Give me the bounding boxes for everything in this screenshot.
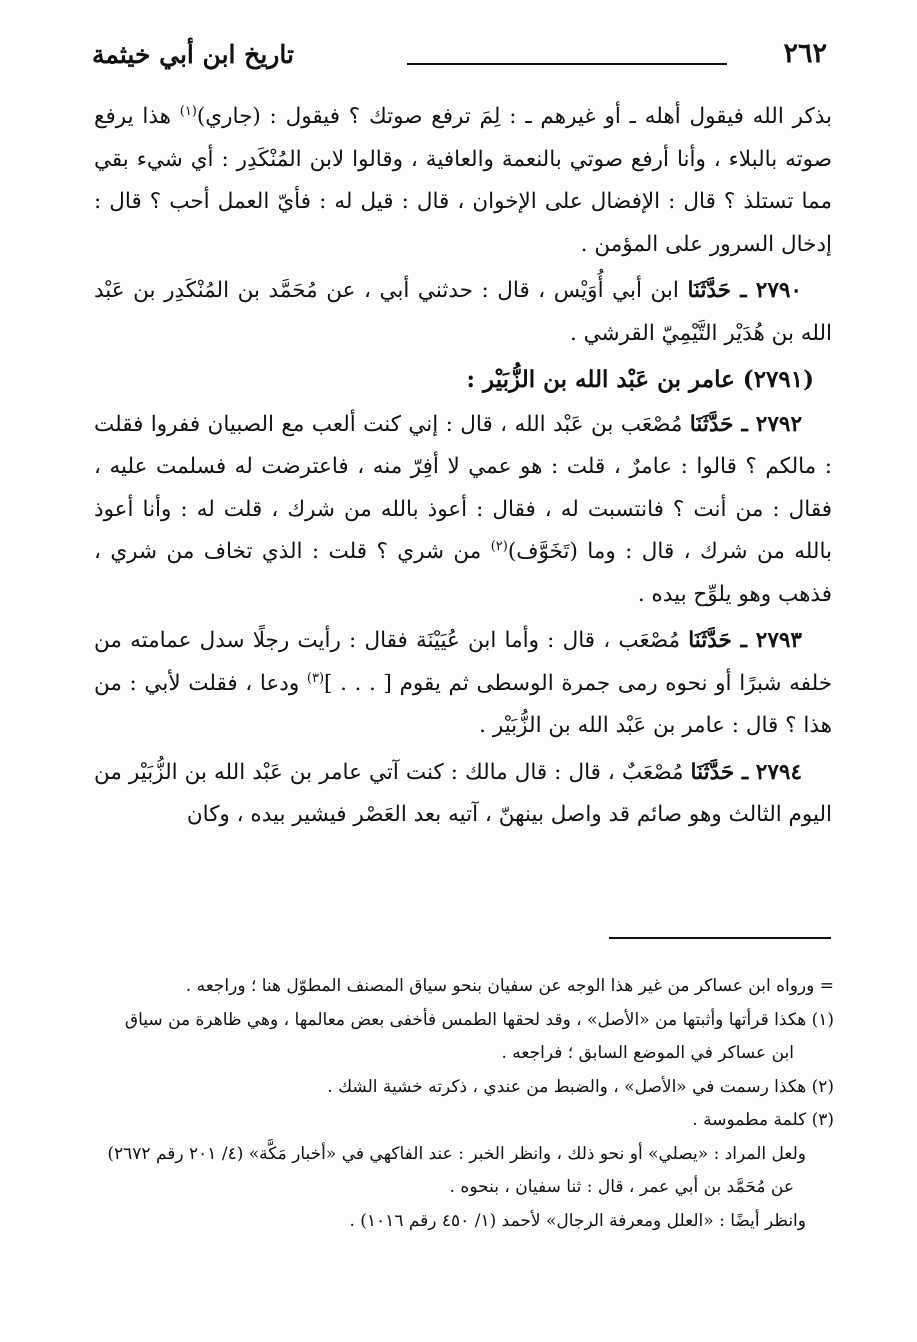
footnote-3-note: ولعل المراد : «يصلي» أو نحو ذلك ، وانظر الخبر : عند الفاكهي في «أخبار مَكَّة» (٤/ ٢٠١ رقم ٢٦٧٢) bbox=[107, 1143, 806, 1164]
footnote-1: (١) هكذا قرأتها وأثبتها من «الأصل» ، وقد لحقها الطمس فأخفى بعض معالمها ، وهي ظاهرة من سياق bbox=[124, 1009, 834, 1030]
hadith-number: ٢٧٩٣ ـ bbox=[731, 628, 802, 653]
footnote-ref-2: (٢) bbox=[490, 538, 508, 554]
hadith-lead: حَدَّثَنَا bbox=[690, 759, 735, 785]
paragraph-text: بذكر الله فيقول أهله ـ أو غيرهم ـ : لِمَ ترفع صوتك ؟ فيقول : (جاري) bbox=[196, 104, 832, 129]
page-header bbox=[92, 38, 827, 84]
hadith-2792 bbox=[94, 404, 832, 617]
hadith-text: من شري ؟ قلت : الذي تخاف من شري ، فذهب وهو يلوِّح بيده . bbox=[94, 539, 832, 607]
hadith-2794 bbox=[94, 752, 832, 837]
hadith-text: مُصْعَب ، قال : وأما ابن عُيَيْنَة فقال : رأيت رجلًا سدل عمامته من خلفه شبرًا أو نحوه رمى جمرة الوسطى ثم يقوم [ . . . ] bbox=[94, 628, 832, 696]
footnote-ref-3: (٣) bbox=[306, 670, 325, 686]
hadith-2793 bbox=[94, 620, 832, 748]
paragraph-continuation bbox=[94, 96, 832, 266]
hadith-lead: حَدَّثَنَا bbox=[689, 411, 734, 437]
header-rule bbox=[407, 63, 727, 65]
hadith-text: ابن أبي أُوَيْس ، قال : حدثني أبي ، عن مُحَمَّد بن المُنْكَدِر بن عَبْد الله بن هُدَيْر التَّيْمِيّ القرشي . bbox=[94, 278, 832, 346]
section-title: (٢٧٩١) عامر بن عَبْد الله بن الزُّبَيْر : bbox=[466, 366, 814, 393]
footnote-3-note-continuation: عن مُحَمَّد بن أبي عمر ، قال : ثنا سفيان ، بنحوه . bbox=[449, 1177, 794, 1197]
footnote-3: (٣) كلمة مطموسة . bbox=[692, 1110, 834, 1130]
footnote-continued: = ورواه ابن عساكر من غير هذا الوجه عن سفيان بنحو سياق المصنف المطوّل هنا ؛ وراجعه . bbox=[185, 976, 834, 996]
footnote-3-see-also: وانظر أيضًا : «العلل ومعرفة الرجال» لأحمد (١/ ٤٥٠ رقم ١٠١٦) . bbox=[349, 1210, 806, 1231]
hadith-text: مُصْعَبٌ ، قال : قال مالك : كنت آتي عامر بن عَبْد الله بن الزُّبَيْر من اليوم الثالث وهو صائم قد واصل بينهنّ ، آتيه بعد العَصْر فيشير بيده ، وكان bbox=[94, 759, 832, 827]
main-text bbox=[94, 96, 832, 841]
footnote-separator bbox=[609, 937, 831, 939]
footnote-ref-1: (١) bbox=[179, 103, 197, 119]
paragraph-text: هذا يرفع صوته بالبلاء ، وأنا أرفع صوتي بالنعمة والعافية ، وقالوا لابن المُنْكَدِر : أي شيء بقي مما تستلذ ؟ قال : الإفضال على الإخوان ، قال : قيل له : فأيّ العمل أحب ؟ قال : إدخال السرور على المؤمن . bbox=[94, 104, 832, 257]
hadith-2790 bbox=[94, 270, 832, 355]
running-title: تاريخ ابن أبي خيثمة bbox=[92, 40, 294, 69]
hadith-lead: حَدَّثَنَا bbox=[688, 628, 732, 653]
hadith-number: ٢٧٩٢ ـ bbox=[733, 411, 802, 437]
footnote-1-continuation: ابن عساكر في الموضع السابق ؛ فراجعه . bbox=[501, 1043, 794, 1063]
hadith-number: ٢٧٩٤ ـ bbox=[734, 759, 802, 785]
hadith-text: مُصْعَب بن عَبْد الله ، قال : إني كنت ألعب مع الصبيان ففروا فقلت : مالكم ؟ قالوا : عامرٌ ، قلت : هو عمي لا أفِرّ منه ، فاعترضت له فسلمت عليه ، فقال : من أنت ؟ فانتسبت له ، فقال : أعوذ بالله من شرك ، قلت له : وأنا أعوذ بالله من شرك ، قال : وما (تَخَوَّف) bbox=[94, 411, 832, 564]
hadith-text: ودعا ، فقلت لأبي : من هذا ؟ قال : عامر بن عَبْد الله بن الزُّبَيْر . bbox=[94, 670, 832, 738]
hadith-number: ٢٧٩٠ ـ bbox=[731, 278, 802, 303]
hadith-lead: حَدَّثَنَا bbox=[687, 278, 732, 303]
page-number: ٢٦٢ bbox=[783, 38, 827, 69]
footnotes bbox=[92, 970, 834, 1238]
footnote-2: (٢) هكذا رسمت في «الأصل» ، والضبط من عندي ، ذكرته خشية الشك . bbox=[327, 1076, 834, 1097]
